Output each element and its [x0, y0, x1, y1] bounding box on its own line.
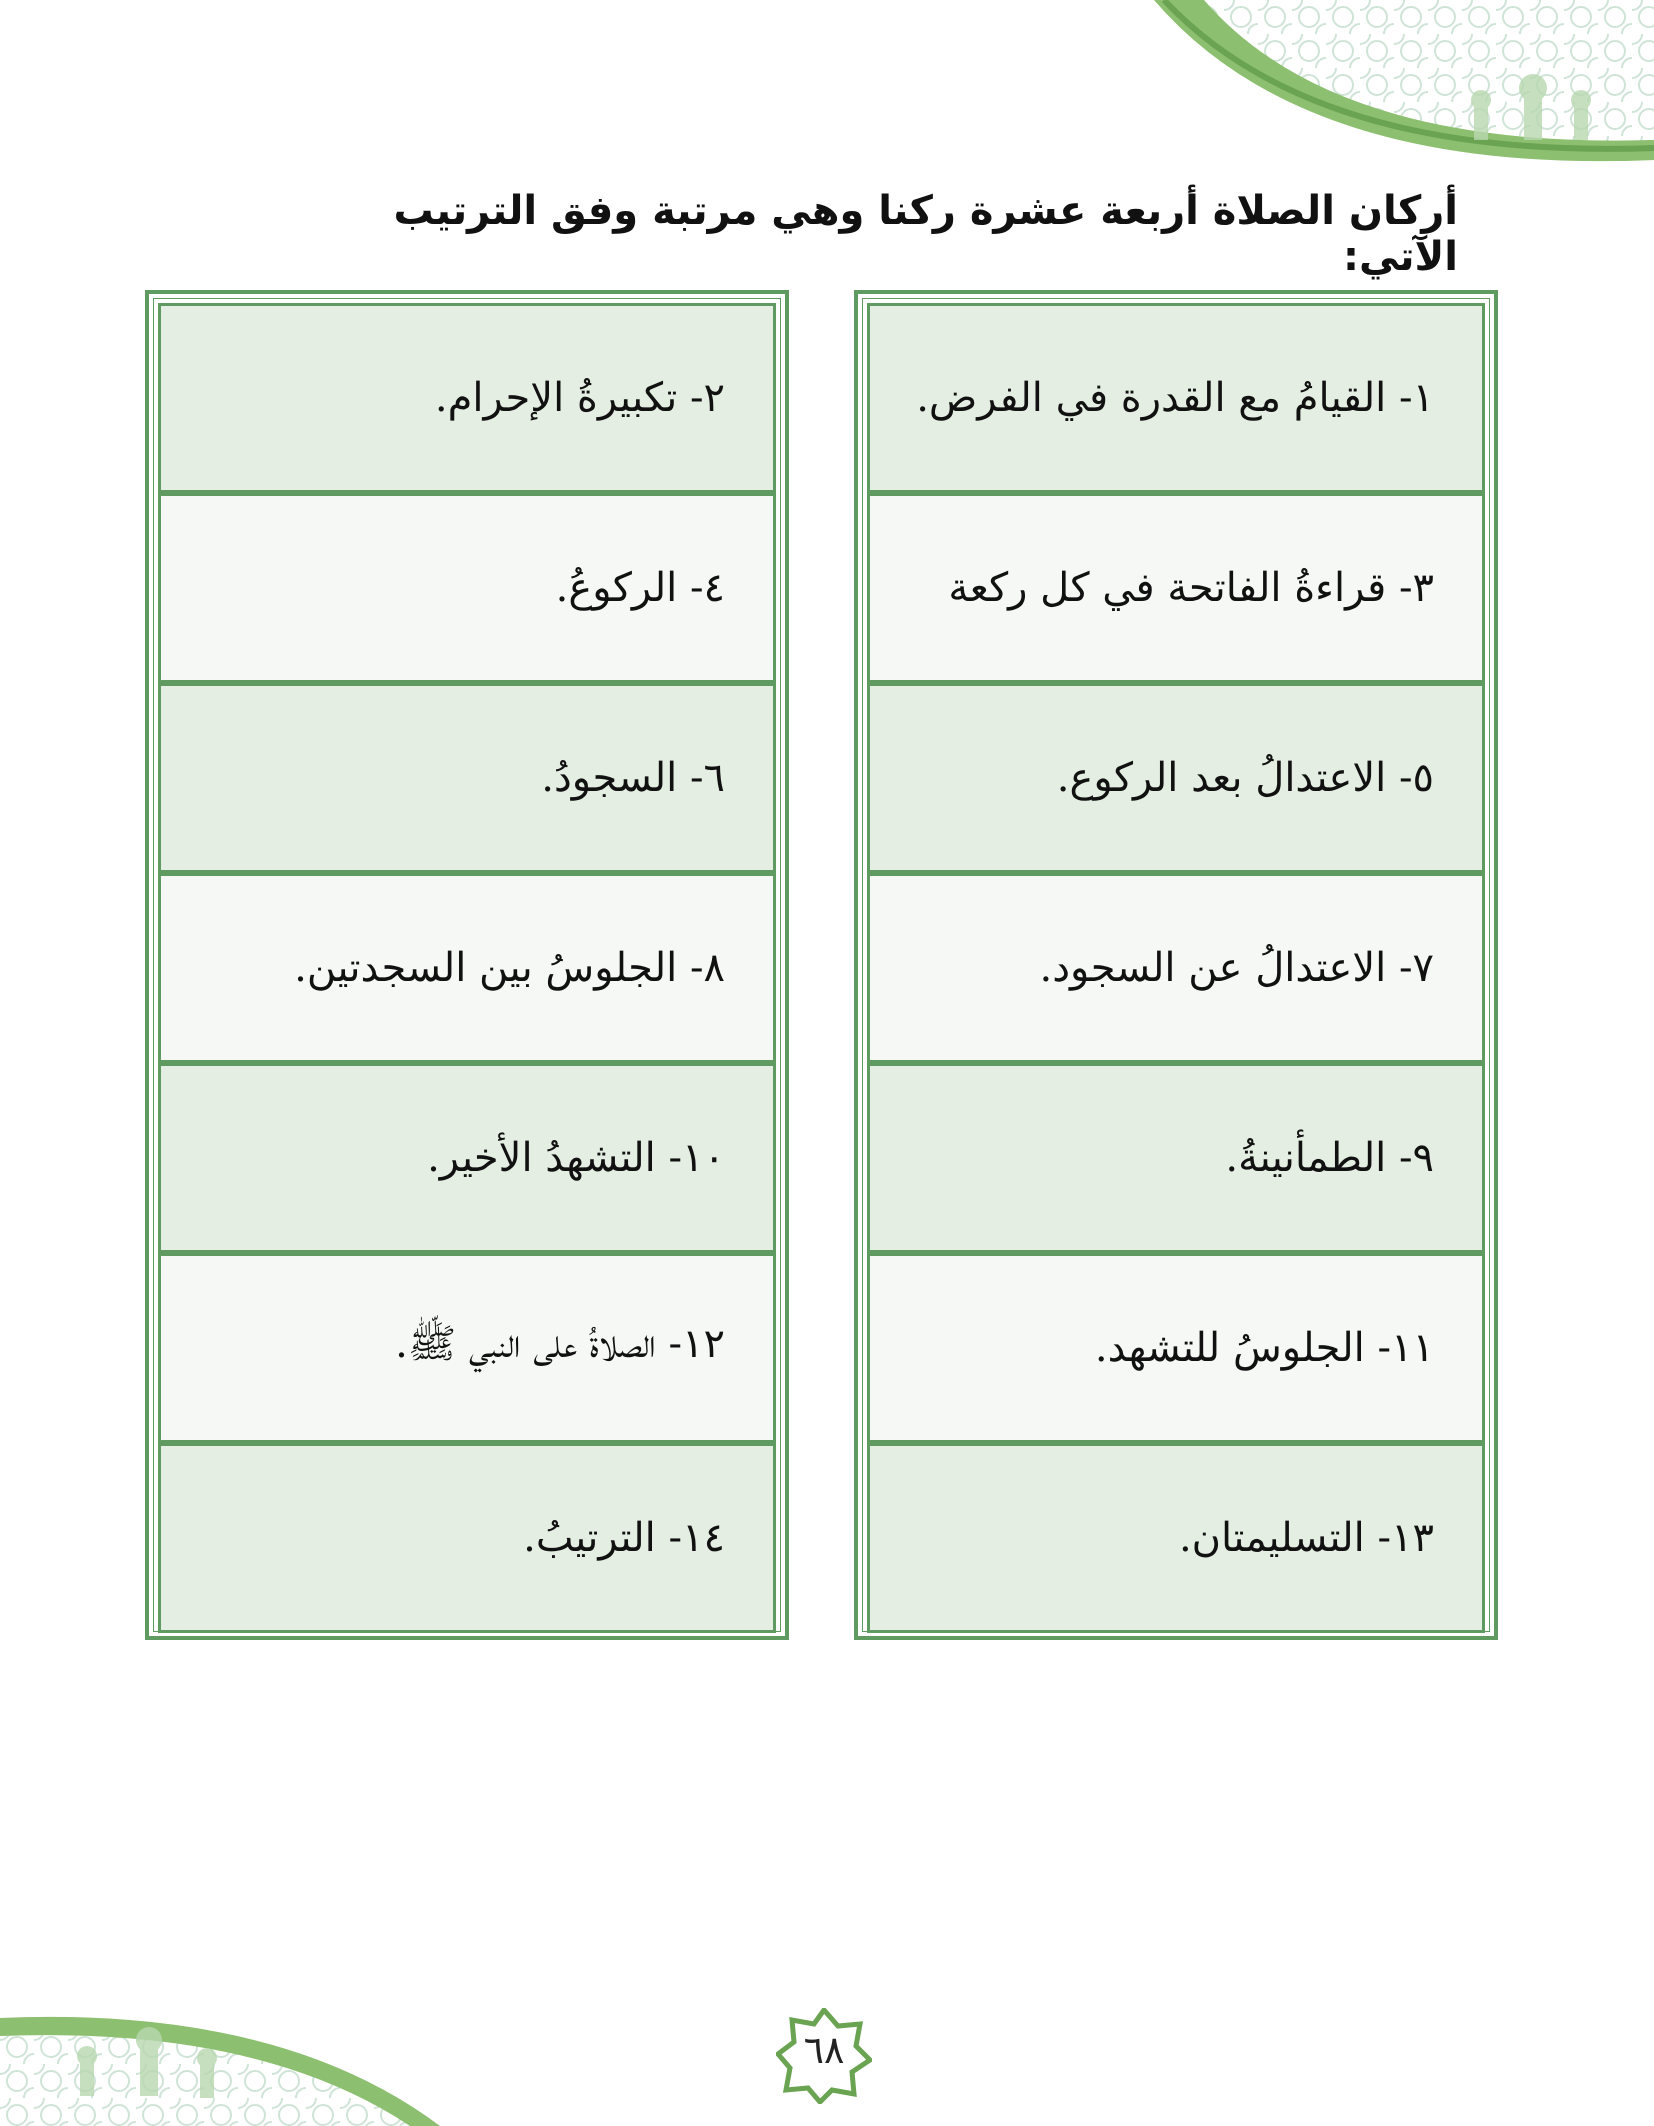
pillar-14: ١٤- الترتيبُ.: [158, 1443, 776, 1633]
pillars-column-right: [854, 290, 1498, 1640]
pillar-12: ١٢- الصلاةُ على النبي ﷺ.: [158, 1253, 776, 1443]
pillar-6: ٦- السجودُ.: [158, 683, 776, 873]
pillar-8: ٨- الجلوسُ بين السجدتين.: [158, 873, 776, 1063]
pillar-13: ١٣- التسليمتان.: [867, 1443, 1485, 1633]
bottom-corner-ornament: [0, 1996, 440, 2126]
pillar-5: ٥- الاعتدالُ بعد الركوع.: [867, 683, 1485, 873]
page-heading: أركان الصلاة أربعة عشرة ركنا وهي مرتبة وفق الترتيب الآتي:: [393, 188, 1458, 280]
pillar-2: ٢- تكبيرةُ الإحرام.: [158, 303, 776, 493]
pillar-7: ٧- الاعتدالُ عن السجود.: [867, 873, 1485, 1063]
pillar-11: ١١- الجلوسُ للتشهد.: [867, 1253, 1485, 1443]
pillar-3: ٣- قراءةُ الفاتحة في كل ركعة: [867, 493, 1485, 683]
pillars-column-left: [145, 290, 789, 1640]
pillar-4: ٤- الركوعُ.: [158, 493, 776, 683]
top-corner-ornament: [1054, 0, 1654, 170]
pillar-1: ١- القيامُ مع القدرة في الفرض.: [867, 303, 1485, 493]
pillar-9: ٩- الطمأنينةُ.: [867, 1063, 1485, 1253]
pillar-10: ١٠- التشهدُ الأخير.: [158, 1063, 776, 1253]
page-number: ٦٨: [803, 2028, 845, 2072]
